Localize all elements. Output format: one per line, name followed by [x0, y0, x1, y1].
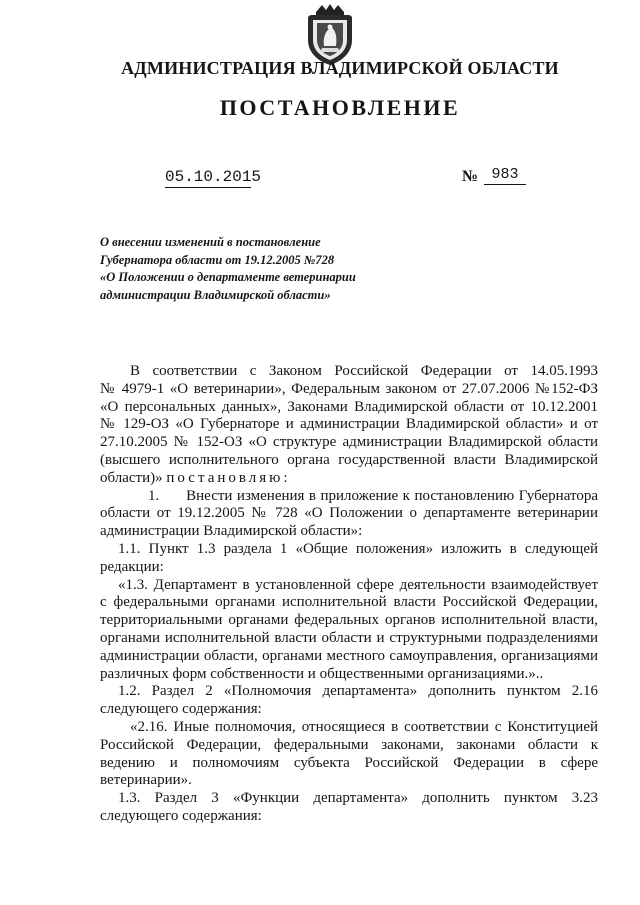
body-line: В соответствии с Законом Российской Федерации от 14.05.1993 [130, 363, 598, 379]
subject-line: Губернатора области от 19.12.2005 №728 [100, 252, 335, 267]
body-line [100, 470, 598, 488]
body-line: области от 19.12.2005 № 728 «О Положении о департаменте ветеринарии [100, 505, 598, 522]
document-date: 05.10.2015 [165, 168, 262, 186]
body-line: 1.1. Пункт 1.3 раздела 1 «Общие положения» изложить в следующей [118, 540, 598, 557]
body-line: следующего содержания: [100, 701, 262, 718]
body-text: области)» [100, 469, 163, 486]
body-line: 1. Внести изменения в приложение к постановлению Губернатора [148, 487, 598, 504]
body-line: 1.2. Раздел 2 «Полномочия департамента» дополнить пунктом 2.16 [118, 683, 598, 700]
body-line: 1.3. Раздел 3 «Функции департамента» дополнить пунктом 3.23 [118, 790, 598, 807]
body-line: различных форм собственности и общественными организациями.».. [100, 665, 544, 682]
resolution-word: постановляю: [166, 469, 291, 486]
document-type: ПОСТАНОВЛЕНИЕ [219, 95, 461, 120]
subject-line: О внесении изменений в постановление [100, 235, 321, 249]
body-line: № 4979-1 «О ветеринарии», Федеральным законом от 27.07.2006 №152-ФЗ [100, 380, 598, 397]
document-number: 983 [484, 166, 526, 185]
organization-name: АДМИНИСТРАЦИЯ ВЛАДИМИРСКОЙ ОБЛАСТИ [121, 58, 559, 78]
body-line: (высшего исполнительного органа государственной власти Владимирской [100, 451, 598, 468]
body-line: ветеринарии». [100, 772, 192, 789]
body-line: органами исполнительной власти области и структурными подразделениями [100, 629, 598, 646]
body-line: «2.16. Иные полномочия, относящиеся в соответствии с Конституцией [130, 718, 598, 735]
body-line: администрации Владимирской области»: [100, 523, 363, 540]
number-label: № [462, 168, 479, 185]
body-line: ведению и полномочиям субъекта Российской Федерации в сфере [100, 754, 598, 771]
subject-line: администрации Владимирской области» [100, 287, 331, 302]
body-line: «О персональных данных», Законами Владимирской области от 10.12.2001 [100, 398, 598, 415]
body-line: с федеральными органами исполнительной власти Российской Федерации, [100, 594, 598, 611]
body-line: редакции: [100, 558, 164, 575]
coat-of-arms-icon [302, 2, 358, 66]
body-line: «1.3. Департамент в установленной сфере деятельности взаимодействует [118, 576, 598, 593]
body-line: № 129-ОЗ «О Губернаторе и администрации Владимирской области» и от [100, 416, 598, 433]
body-line: территориальными органами федеральных органов исполнительной власти, [100, 612, 598, 629]
body-line: 27.10.2005 № 152-ОЗ «О структуре администрации Владимирской области [100, 434, 598, 451]
body-line: следующего содержания: [100, 807, 262, 824]
subject-line: «О Положении о департаменте ветеринарии [100, 270, 356, 284]
body-line: администрации области, органами местного самоуправления, организациями [100, 647, 598, 664]
body-line: Российской Федерации, федеральными законами, законами области к [100, 736, 598, 753]
document-subject [100, 234, 400, 304]
document-body [100, 363, 598, 826]
